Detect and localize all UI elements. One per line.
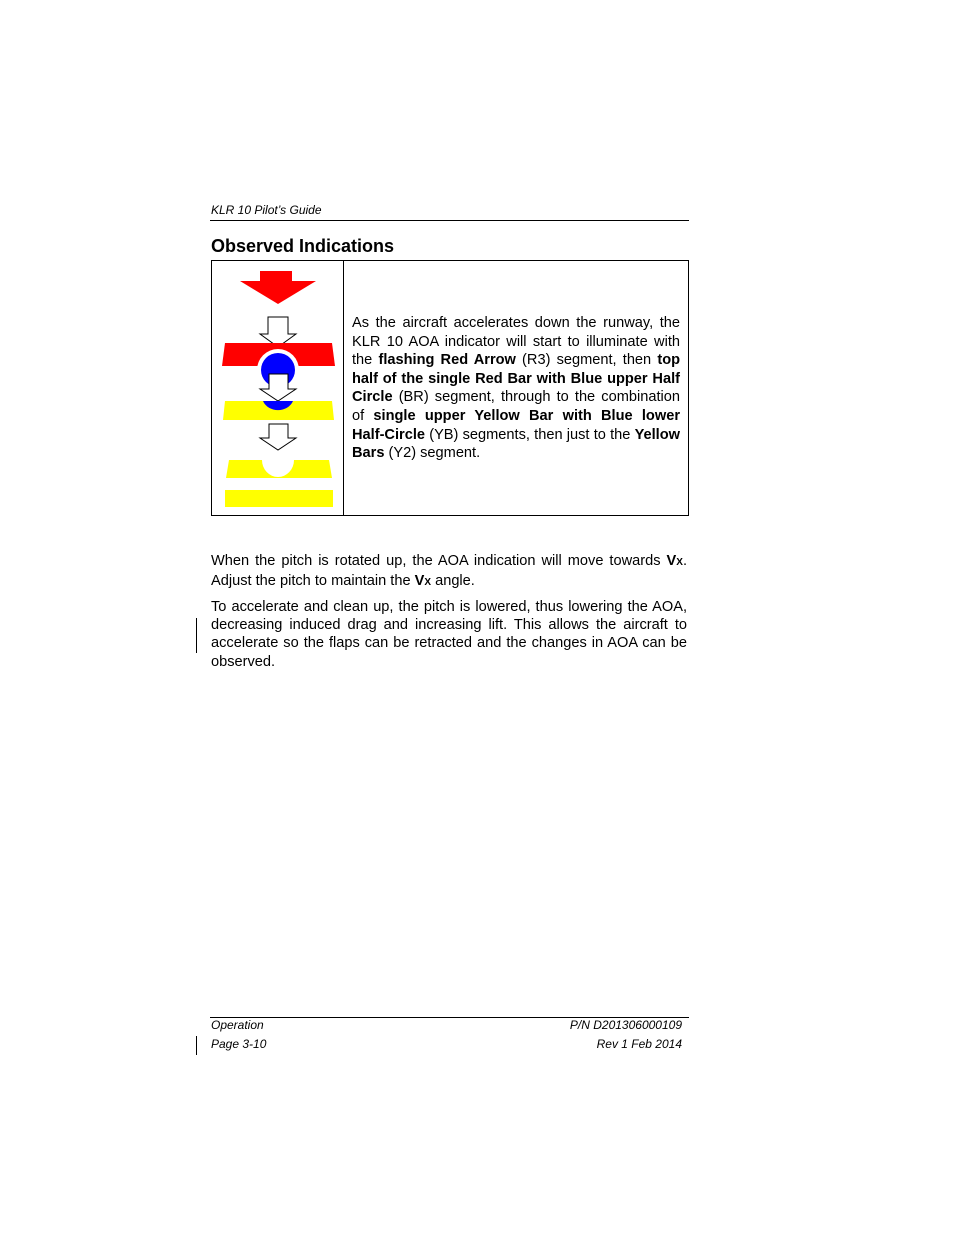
revision-change-bar bbox=[196, 1036, 197, 1055]
revision-change-bar bbox=[196, 618, 197, 653]
indications-table bbox=[211, 260, 689, 516]
red-arrow-icon bbox=[240, 271, 316, 304]
footer-revision: Rev 1 Feb 2014 bbox=[596, 1037, 682, 1051]
bold-run: Yellow Bars bbox=[352, 426, 680, 462]
section-title: Observed Indications bbox=[211, 236, 395, 256]
indications-description bbox=[352, 314, 680, 463]
vx-subscript: X bbox=[676, 557, 683, 568]
aoa-indicator-figure bbox=[212, 261, 344, 515]
vx-symbol: V bbox=[666, 553, 677, 569]
text-run: (Y2) segment. bbox=[384, 445, 481, 462]
text-run: (YB) segments, then just to the bbox=[425, 426, 635, 443]
paragraph-clean-up: To accelerate and clean up, the pitch is lowered, thus lowering the AOA, decreasing induced drag and increasing lift. This allows the aircraft to accelerate so the flaps can be retracted and the changes in AOA can be observed. bbox=[211, 599, 687, 670]
vx-subscript: X bbox=[424, 577, 432, 589]
running-header: KLR 10 Pilot’s Guide bbox=[211, 203, 322, 217]
down-arrow-icon bbox=[260, 317, 296, 347]
vx-symbol: V bbox=[414, 573, 425, 590]
footer-part-number: P/N D201306000109 bbox=[569, 1018, 682, 1032]
footer-section: Operation bbox=[211, 1018, 264, 1032]
bold-run: single upper Yellow Bar with Blue lower Half-Circle bbox=[352, 407, 680, 443]
bold-run: flashing Red Arrow bbox=[378, 352, 516, 369]
down-arrow-icon bbox=[260, 424, 296, 450]
paragraph-pitch-rotation bbox=[211, 552, 687, 592]
yellow-bar-blue-half-circle-icon bbox=[223, 401, 334, 420]
bold-run: top half of the single Red Bar with Blue upper Half Circle bbox=[352, 352, 681, 406]
text-run: As the aircraft accelerates down the runway, the KLR 10 AOA indicator will start to illuminate with the bbox=[352, 315, 680, 369]
text-run: angle. bbox=[431, 573, 475, 590]
text-run: . Adjust the pitch to maintain the bbox=[211, 553, 687, 590]
text-run: When the pitch is rotated up, the AOA indication will move towards bbox=[211, 553, 667, 569]
footer-page-number: Page 3-10 bbox=[211, 1037, 267, 1051]
header-rule bbox=[210, 220, 689, 221]
text-run: (BR) segment, through to the combination of bbox=[352, 389, 680, 424]
text-run: (R3) segment, then bbox=[515, 352, 658, 369]
yellow-bars-icon bbox=[225, 460, 333, 507]
